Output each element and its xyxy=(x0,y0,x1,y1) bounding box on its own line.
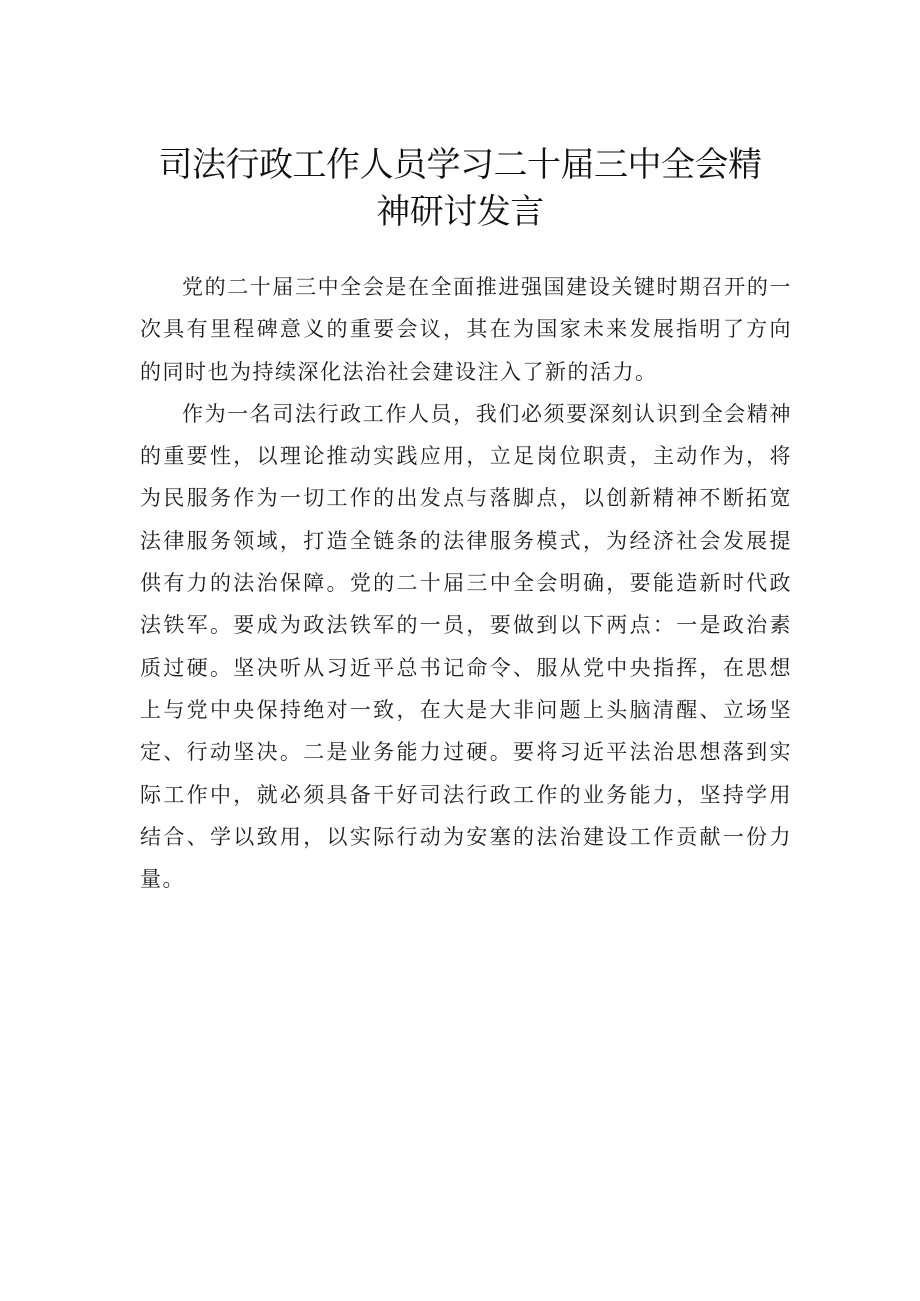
document-title xyxy=(130,142,790,236)
paragraph-2: 作为一名司法行政工作人员，我们必须要深刻认识到全会精神的重要性，以理论推动实践应用，立足岗位职责，主动作为，将为民服务作为一切工作的出发点与落脚点，以创新精神不断拓宽法律服务领域，打造全链条的法律服务模式，为经济社会发展提供有力的法治保障。党的二十届三中全会明确，要能造新时代政法铁军。要成为政法铁军的一员，要做到以下两点：一是政治素质过硬。坚决听从习近平总书记命令、服从党中央指挥，在思想上与党中央保持绝对一致，在大是大非问题上头脑清醒、立场坚定、行动坚决。二是业务能力过硬。要将习近平法治思想落到实际工作中，就必须具备干好司法行政工作的业务能力，坚持学用结合、学以致用，以实际行动为安塞的法治建设工作贡献一份力量。 xyxy=(140,401,792,892)
document-body xyxy=(140,266,792,900)
title-line-1: 司法行政工作人员学习二十届三中全会精 xyxy=(158,145,762,185)
title-line-2: 神研讨发言 xyxy=(376,192,544,232)
paragraph-1: 党的二十届三中全会是在全面推进强国建设关键时期召开的一次具有里程碑意义的重要会议，其在为国家未来发展指明了方向的同时也为持续深化法治社会建设注入了新的活力。 xyxy=(140,275,792,384)
